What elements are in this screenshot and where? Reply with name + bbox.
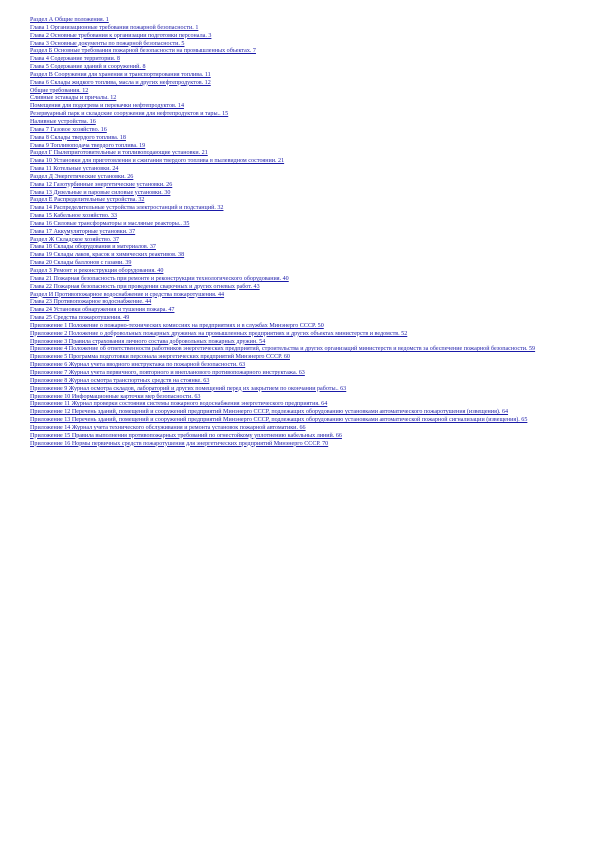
- toc-link[interactable]: Раздел Ж Складское хозяйство. 37: [30, 236, 120, 243]
- toc-link[interactable]: Глава 25 Средства пожаротушения. 49: [30, 315, 130, 322]
- toc-link[interactable]: Раздел И Противопожарное водоснабжение и средства пожаротушения. 44: [30, 291, 225, 298]
- toc-entry: [30, 409, 575, 417]
- toc-link[interactable]: Приложение 10 Информационные карточки мер безопасности. 63: [30, 393, 201, 400]
- toc-entry: [30, 150, 575, 158]
- toc-entry: [30, 119, 575, 127]
- toc-link[interactable]: Глава 10 Установки для приготовления и сжигания твердого топлива в пылевидном состоянии. 21: [30, 158, 285, 165]
- toc-entry: [30, 135, 575, 143]
- toc-entry: [30, 221, 575, 229]
- toc-link[interactable]: Глава 17 Аккумуляторные установки. 37: [30, 228, 136, 235]
- toc-entry: [30, 417, 575, 425]
- toc-link[interactable]: Помещения для подогрева и перекачки нефтепродуктов. 14: [30, 103, 185, 110]
- toc-entry: [30, 284, 575, 292]
- toc-link[interactable]: Сливные эстакады и причалы. 12: [30, 95, 117, 102]
- toc-entry: [30, 276, 575, 284]
- toc-entry: [30, 323, 575, 331]
- toc-link[interactable]: Глава 2 Основные требования к организации подготовки персонала. 3: [30, 32, 212, 39]
- toc-link[interactable]: Приложение 3 Правила страхования личного состава добровольных пожарных дружин. 54: [30, 338, 266, 345]
- toc-link[interactable]: Глава 12 Газотурбинные энергетические установки. 26: [30, 181, 173, 188]
- toc-link[interactable]: Приложение 15 Правила выполнения противопожарных требований по огнестойкому уплотнению кабельных линий. 66: [30, 432, 342, 439]
- toc-link[interactable]: Приложение 8 Журнал осмотра транспортных средств на стоянке. 63: [30, 377, 210, 384]
- toc-link[interactable]: Глава 19 Склады лаков, красок и химических реактивов. 38: [30, 252, 185, 259]
- toc-link[interactable]: Раздел Б Основные требования пожарной безопасности на промышленных объектах. 7: [30, 48, 256, 55]
- toc-entry: [30, 307, 575, 315]
- toc-link[interactable]: Приложение 12 Перечень зданий, помещений и сооружений предприятий Минэнерго СССР, подлежащих оборудованию установками автоматического пожаротушения (извещения). 64: [30, 409, 509, 416]
- toc-entry: [30, 111, 575, 119]
- toc-link[interactable]: Глава 22 Пожарная безопасность при проведении сварочных и других огневых работ. 43: [30, 283, 260, 290]
- toc-entry: [30, 88, 575, 96]
- toc-link[interactable]: Глава 16 Силовые трансформаторы и масляные реакторы.. 35: [30, 220, 190, 227]
- toc-entry: [30, 205, 575, 213]
- toc-link[interactable]: Глава 13 Дизельные и паровые силовые установки. 30: [30, 189, 171, 196]
- table-of-contents: [30, 17, 575, 448]
- toc-link[interactable]: Глава 11 Котельные установки. 24: [30, 166, 119, 173]
- toc-link[interactable]: Глава 9 Топливоподача твердого топлива. 19: [30, 142, 146, 149]
- toc-link[interactable]: Раздел З Ремонт и реконструкция оборудования. 40: [30, 268, 164, 274]
- toc-entry: [30, 182, 575, 190]
- toc-link[interactable]: Приложение 14 Журнал учета технического обслуживания и ремонта установок пожарной автоматики. 66: [30, 424, 306, 431]
- toc-entry: [30, 64, 575, 72]
- toc-entry: [30, 166, 575, 174]
- toc-link[interactable]: Наливные устройства. 16: [30, 118, 96, 125]
- toc-entry: [30, 158, 575, 166]
- toc-entry: [30, 33, 575, 41]
- toc-entry: [30, 268, 575, 276]
- toc-entry: [30, 315, 575, 323]
- toc-link[interactable]: Глава 15 Кабельное хозяйство. 33: [30, 213, 118, 220]
- toc-link[interactable]: Приложение 16 Нормы первичных средств пожаротушения для энергетических предприятий Минэнерго СССР. 70: [30, 440, 329, 447]
- toc-entry: [30, 362, 575, 370]
- toc-entry: [30, 441, 575, 449]
- toc-entry: [30, 25, 575, 33]
- toc-link[interactable]: Приложение 11 Журнал проверки состояния системы пожарного водоснабжения энергетического предприятия. 64: [30, 401, 328, 408]
- toc-entry: [30, 174, 575, 182]
- toc-link[interactable]: Приложение 2 Положение о добровольных пожарных дружинах на промышленных предприятиях и других объектах министерств и ведомств. 52: [30, 330, 408, 337]
- toc-entry: [30, 425, 575, 433]
- toc-link[interactable]: Глава 20 Склады баллонов с газами. 39: [30, 260, 132, 267]
- toc-entry: [30, 213, 575, 221]
- toc-entry: [30, 103, 575, 111]
- toc-entry: [30, 229, 575, 237]
- toc-link[interactable]: Глава 24 Установки обнаружения и тушения пожара. 47: [30, 307, 175, 314]
- toc-link[interactable]: Приложение 6 Журнал учета вводного инструктажа по пожарной безопасности. 63: [30, 362, 246, 369]
- toc-entry: [30, 386, 575, 394]
- toc-link[interactable]: Глава 21 Пожарная безопасность при ремонте и реконструкции технологического оборудования. 40: [30, 275, 289, 282]
- toc-entry: [30, 48, 575, 56]
- toc-link[interactable]: Глава 23 Противопожарное водоснабжение. 44: [30, 299, 152, 306]
- toc-entry: [30, 17, 575, 25]
- toc-entry: [30, 252, 575, 260]
- toc-link[interactable]: Приложение 7 Журнал учета первичного, повторного и внепланового противопожарного инструктажа. 63: [30, 369, 305, 376]
- toc-entry: [30, 378, 575, 386]
- toc-entry: [30, 401, 575, 409]
- toc-link[interactable]: Резервуарный парк и складские сооружения для нефтепродуктов и тары.. 15: [30, 111, 229, 118]
- toc-entry: [30, 56, 575, 64]
- toc-link[interactable]: Приложение 1 Положение о пожарно-технических комиссиях на предприятиях и в службах Минэнерго СССР. 50: [30, 322, 324, 329]
- toc-entry: [30, 433, 575, 441]
- toc-link[interactable]: Глава 5 Содержание зданий и сооружений. 8: [30, 64, 146, 71]
- toc-link[interactable]: Глава 6 Склады жидкого топлива, масла и других нефтепродуктов. 12: [30, 79, 211, 86]
- toc-link[interactable]: Приложение 4 Положение об ответственности работников энергетических предприятий, строительства и других организаций министерств и ведомств за обеспечение пожарной безопасности. 59: [30, 346, 536, 353]
- toc-entry: [30, 80, 575, 88]
- toc-link[interactable]: Приложение 9 Журнал осмотра складов, лабораторий и других помещений перед их закрытием по окончании работы.. 63: [30, 385, 347, 392]
- toc-link[interactable]: Раздел Д Энергетические установки. 26: [30, 173, 134, 180]
- toc-link[interactable]: Глава 7 Газовое хозяйство. 16: [30, 126, 107, 133]
- toc-link[interactable]: Глава 18 Склады оборудования и материалов. 37: [30, 244, 156, 251]
- toc-entry: [30, 72, 575, 80]
- toc-entry: [30, 331, 575, 339]
- toc-link[interactable]: Общие требования. 12: [30, 87, 89, 94]
- toc-link[interactable]: Глава 1 Организационные требования пожарной безопасности. 1: [30, 24, 199, 31]
- toc-entry: [30, 260, 575, 268]
- toc-entry: [30, 244, 575, 252]
- toc-link[interactable]: Приложение 5 Программа подготовки персонала энергетических предприятий Минэнерго СССР. 60: [30, 354, 290, 361]
- toc-link[interactable]: Раздел А Общие положения. 1: [30, 17, 109, 23]
- toc-link[interactable]: Глава 3 Основные документы по пожарной безопасности. 5: [30, 40, 185, 47]
- toc-link[interactable]: Раздел Г Пылеприготовительные и топливоподающие установки. 21: [30, 150, 208, 157]
- toc-link[interactable]: Глава 14 Распределительные устройства электростанций и подстанций. 32: [30, 205, 224, 212]
- toc-link[interactable]: Раздел Е Распределительные устройства. 32: [30, 197, 145, 204]
- toc-entry: [30, 354, 575, 362]
- toc-link[interactable]: Приложение 13 Перечень зданий, помещений и сооружений предприятий Минэнерго СССР, подлежащих оборудованию установками автоматической пожарной сигнализации (извещения). 65: [30, 417, 528, 424]
- toc-entry: [30, 143, 575, 151]
- toc-link[interactable]: Глава 8 Склады твердого топлива. 18: [30, 134, 126, 141]
- toc-entry: [30, 127, 575, 135]
- toc-entry: [30, 370, 575, 378]
- toc-link[interactable]: Глава 4 Содержание территории. 8: [30, 56, 120, 63]
- toc-link[interactable]: Раздел В Сооружения для хранения и транспортирования топлива. 11: [30, 71, 211, 78]
